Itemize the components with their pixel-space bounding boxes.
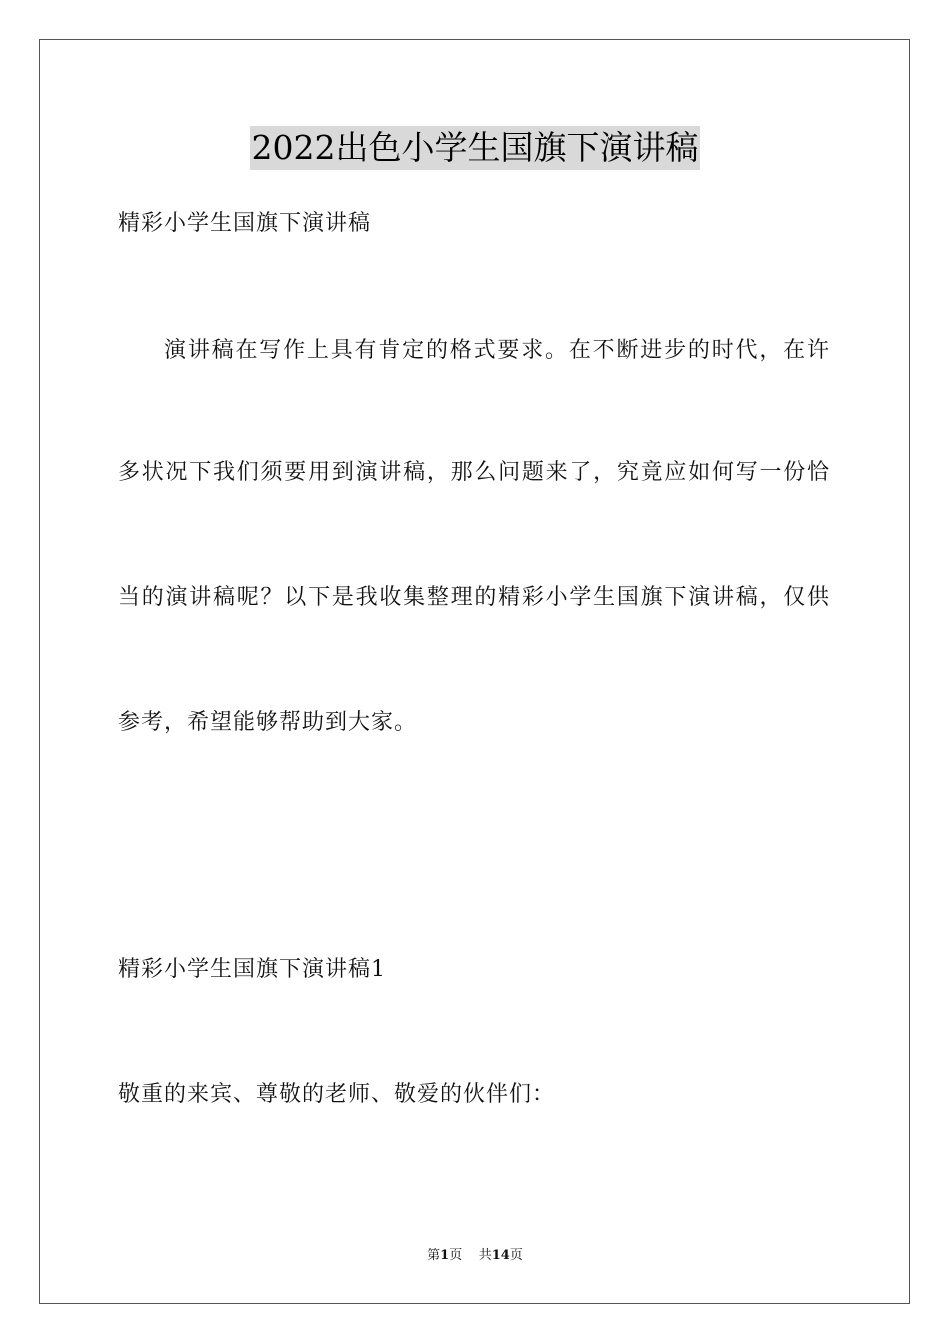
footer-total-suffix: 页	[509, 1248, 523, 1263]
section-heading: 精彩小学生国旗下演讲稿1	[118, 957, 386, 982]
page-footer	[0, 1247, 950, 1265]
footer-current-page: 1	[440, 1248, 450, 1263]
intro-line-4: 参考，希望能够帮助到大家。	[118, 710, 418, 735]
intro-line-1: 演讲稿在写作上具有肯定的格式要求。在不断进步的时代，在许	[164, 338, 830, 363]
document-title: 2022出色小学生国旗下演讲稿	[250, 126, 701, 170]
footer-page-suffix: 页	[449, 1248, 463, 1263]
intro-line-2: 多状况下我们须要用到演讲稿，那么问题来了，究竟应如何写一份恰	[118, 460, 830, 485]
footer-total-pages: 14	[491, 1248, 510, 1263]
title-container	[0, 126, 950, 170]
greeting-line: 敬重的来宾、尊敬的老师、敬爱的伙伴们：	[118, 1082, 556, 1107]
document-subtitle: 精彩小学生国旗下演讲稿	[118, 211, 372, 236]
intro-line-3: 当的演讲稿呢？以下是我收集整理的精彩小学生国旗下演讲稿，仅供	[118, 585, 830, 610]
footer-prefix: 第	[427, 1248, 441, 1263]
footer-total-prefix: 共	[478, 1248, 492, 1263]
